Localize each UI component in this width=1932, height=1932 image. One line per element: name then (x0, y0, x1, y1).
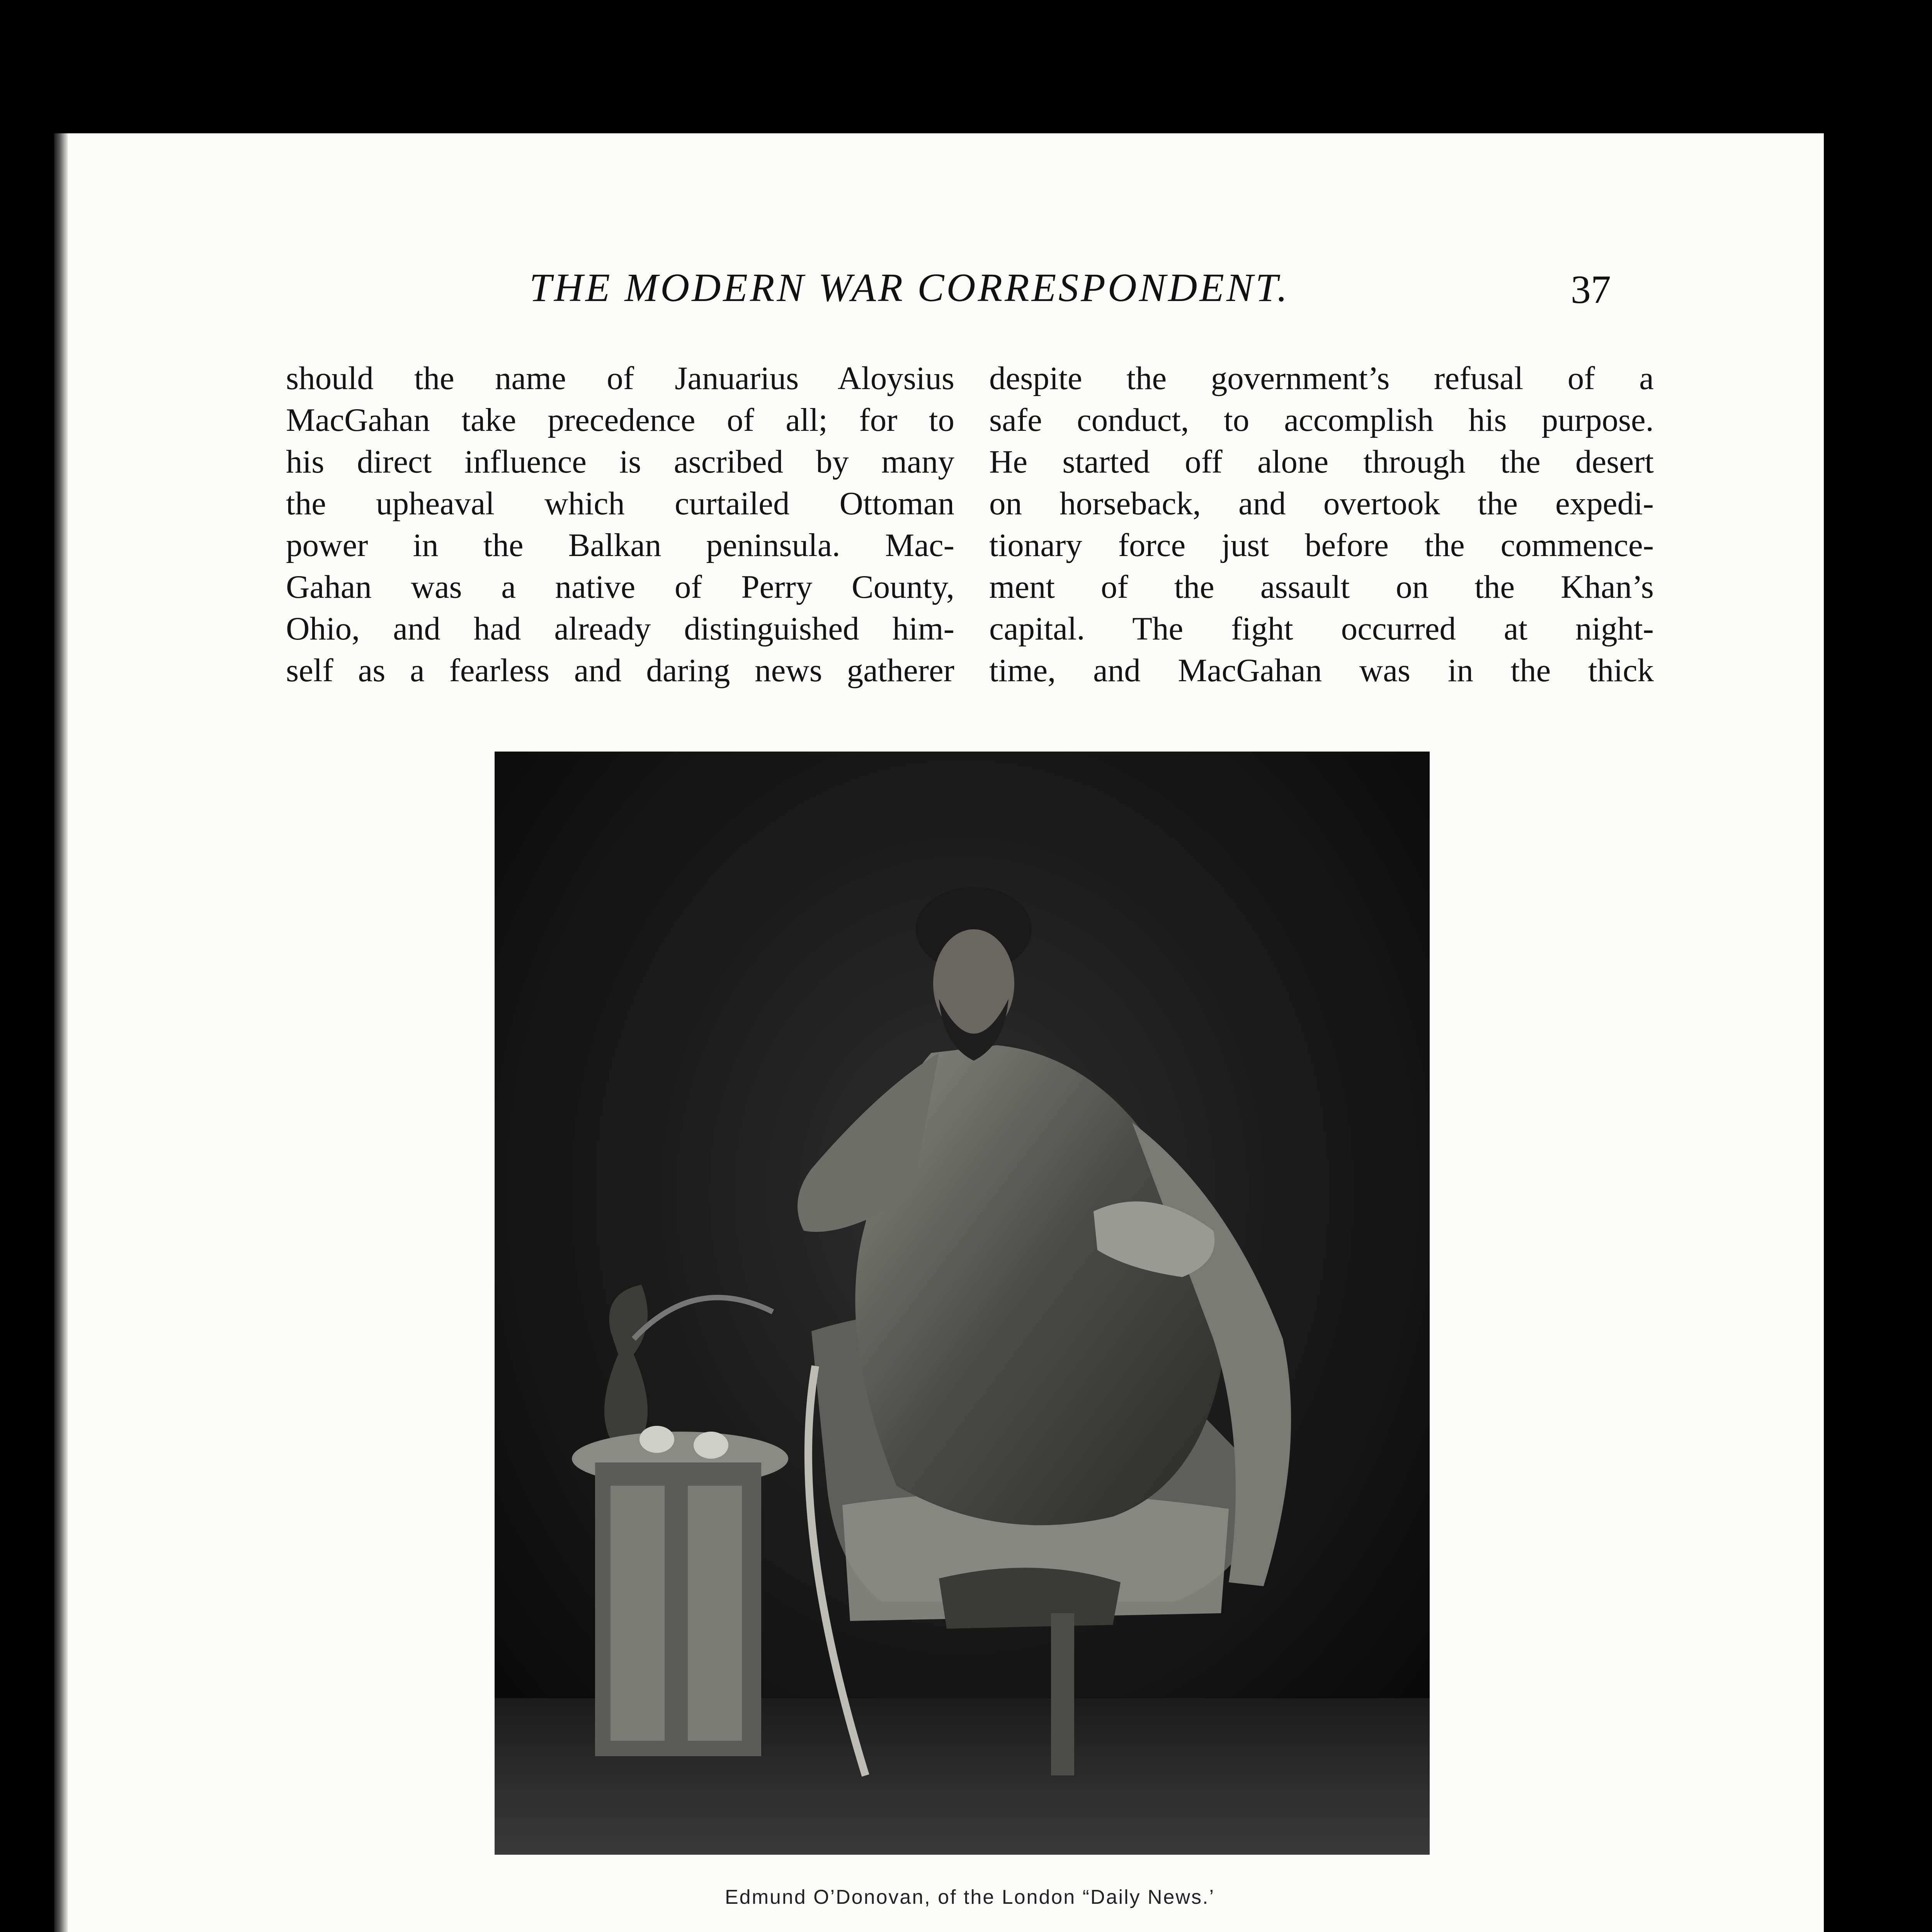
text-line: despite the government’s refusal of a (989, 360, 1654, 396)
text-line: time, and MacGahan was in the thick (989, 652, 1654, 689)
page-number: 37 (1571, 267, 1611, 312)
book-page (54, 133, 1824, 1932)
text-line: capital. The fight occurred at night- (989, 611, 1654, 647)
text-line: Gahan was a native of Perry County, (286, 569, 954, 605)
running-title: THE MODERN WAR CORRESPONDENT. (529, 265, 1290, 310)
text-line: tionary force just before the commence- (989, 527, 1654, 563)
text-line: on horseback, and overtook the expedi- (989, 485, 1654, 522)
text-line: MacGahan take precedence of all; for to (286, 402, 954, 438)
text-line: his direct influence is ascribed by many (286, 444, 954, 480)
portrait-illustration (495, 752, 1430, 1855)
portrait-photograph (495, 752, 1430, 1855)
figure-caption: Edmund O’Donovan, of the London “Daily News.’ (724, 1886, 1215, 1908)
text-line: Ohio, and had already distinguished him- (286, 611, 954, 647)
text-column-top-left (286, 357, 954, 691)
page-gutter-shadow (54, 133, 68, 1932)
text-column-top-right (989, 357, 1654, 691)
text-line: self as a fearless and daring news gatherer (286, 652, 954, 689)
text-line: power in the Balkan peninsula. Mac- (286, 527, 954, 563)
text-line: the upheaval which curtailed Ottoman (286, 485, 954, 522)
text-line: should the name of Januarius Aloysius (286, 360, 954, 396)
text-line: He started off alone through the desert (989, 444, 1654, 480)
text-line: ment of the assault on the Khan’s (989, 569, 1654, 605)
text-line: safe conduct, to accomplish his purpose. (989, 402, 1654, 438)
